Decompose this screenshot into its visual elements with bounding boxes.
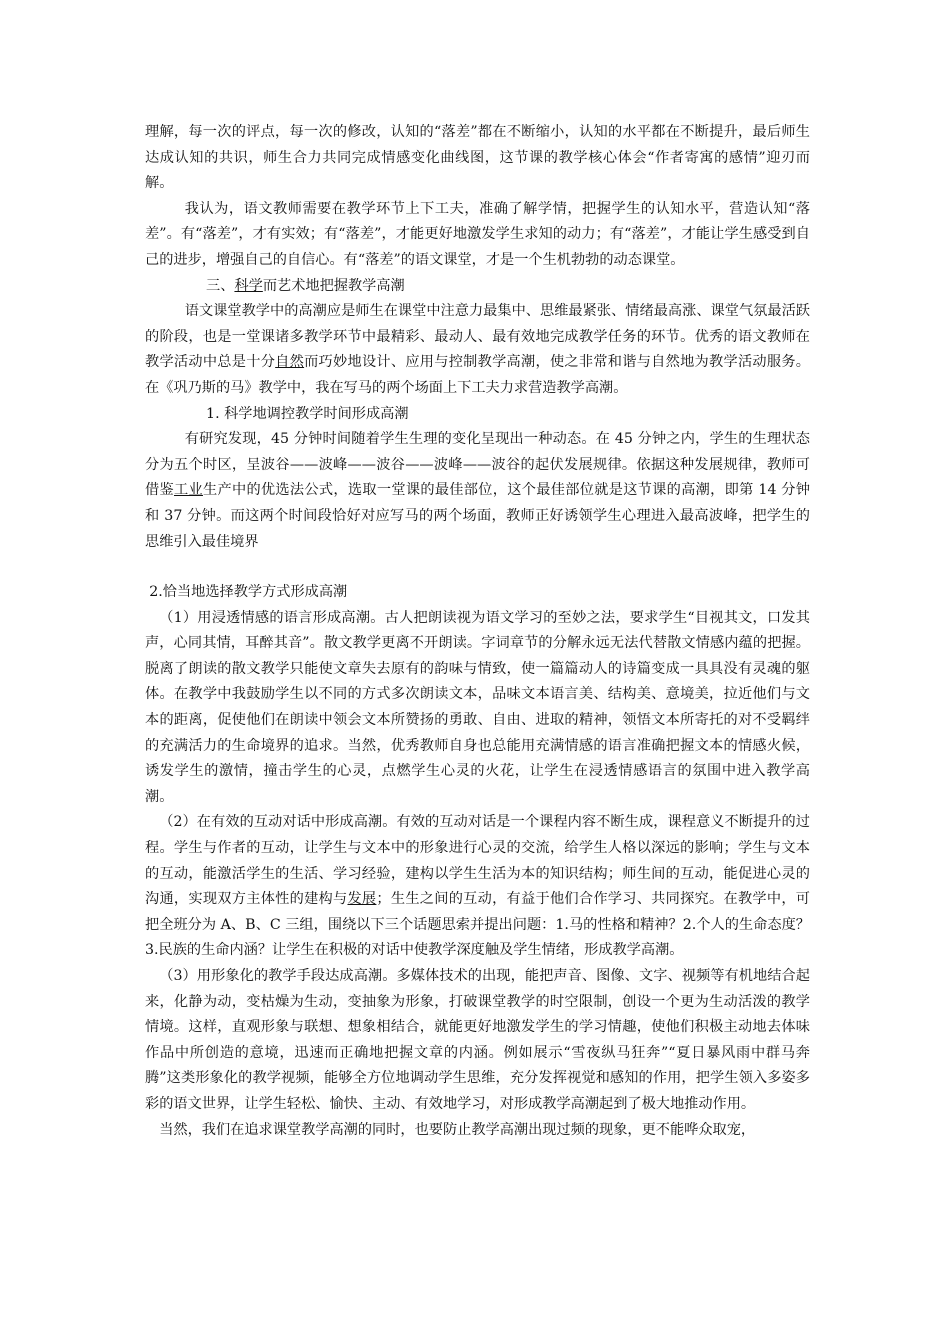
text-run: 而巧妙地设计、应用与控制教学高潮，使之非常和谐与自然地为教学活动服务。在《巩乃斯的马》教学中，我在写马的两个场面上下工夫力求营造教学高潮。 <box>145 354 810 396</box>
paragraph <box>145 964 810 1118</box>
paragraph <box>145 197 810 274</box>
text-run: （3）用形象化的教学手段达成高潮。多媒体技术的出现，能把声音、图像、文字、视频等有机地结合起来，化静为动，变枯燥为生动，变抽象为形象，打破课堂教学的时空限制，创设一个更为生动活泼的教学情境。这样，直观形象与联想、想象相结合，就能更好地激发学生的学习情趣，使他们积极主动地去体味作品中所创造的意境，迅速而正确地把握文章的内涵。例如展示“雪夜纵马狂奔”“夏日暴风雨中群马奔腾”这类形象化的教学视频，能够全方位地调动学生思维，充分发挥视觉和感知的作用，把学生领入多姿多彩的语文世界，让学生轻松、愉快、主动、有效地学习，对形成教学高潮起到了极大地推动作用。 <box>145 968 810 1112</box>
text-run: （2）在有效的互动对话中形成高潮。有效的互动对话是一个课程内容不断生成，课程意义不断提升的过程。学生与作者的互动，让学生与文本中的形象进行心灵的交流，给学生人格以深远的影响；学生与文本的互动，能激活学生的生活、学习经验，建构以学生生活为本的知识结构；师生间的互动，能促进心灵的沟通，实现双方主体性的建构与 <box>145 814 810 908</box>
text-run: 生产中的优选法公式，选取一堂课的最佳部位，这个最佳部位就是这节课的高潮，即第 14 分钟和 37 分钟。而这两个时间段恰好对应写马的两个场面，教师正好诱领学生心理进入最高波峰，把学生的思维引入最佳境界 <box>145 482 810 550</box>
text-run: 有研究发现，45 分钟时间随着学生生理的变化呈现出一种动态。在 45 分钟之内，学生的生理状态分为五个时区，呈波谷——波峰——波谷——波峰——波谷的起伏发展规律。依据这种发展规律，教师可借鉴 <box>145 431 810 499</box>
text-run: 2.恰当地选择教学方式形成高潮 <box>149 584 348 601</box>
text-run: （1）用浸透情感的语言形成高潮。古人把朗读视为语文学习的至妙之法，要求学生“目视其文，口发其声，心同其情，耳醉其音”。散文教学更离不开朗读。字词章节的分解永远无法代替散文情感内蕴的把握。脱离了朗读的散文教学只能使文章失去原有的韵味与情致，使一篇篇动人的诗篇变成一具具没有灵魂的躯体。在教学中我鼓励学生以不同的方式多次朗读文本，品味文本语言美、结构美、意境美，拉近他们与文本的距离，促使他们在朗读中领会文本所赞扬的勇敢、自由、进取的精神，领悟文本所寄托的对不受羁绊的充满活力的生命境界的追求。当然，优秀教师自身也总能用充满情感的语言准确把握文本的情感火候，诱发学生的激情，撞击学生的心灵，点燃学生心灵的火花，让学生在浸透情感语言的氛围中进入教学高潮。 <box>145 609 810 805</box>
paragraph <box>145 810 810 964</box>
text-run: 我认为，语文教师需要在教学环节上下工夫，准确了解学情，把握学生的认知水平，营造认知“落差”。有“落差”，才有实效；有“落差”，才能更好地激发学生求知的动力；有“落差”，才能让学生感受到自己的进步，增强自己的自信心。有“落差”的语文课堂，才是一个生机勃勃的动态课堂。 <box>145 200 810 268</box>
text-run: ；生生之间的互动，有益于他们合作学习、共同探究。在教学中，可把全班分为 A、B、C 三组，围绕以下三个话题思索并提出问题：1.马的性格和精神？2.个人的生命态度？3.民族的生命内涵？让学生在积极的对话中使教学深度触及学生情绪，形成教学高潮。 <box>145 891 810 959</box>
paragraph <box>145 606 810 811</box>
section-heading <box>145 402 810 428</box>
text-run: 而艺术地把握教学高潮 <box>262 277 405 294</box>
text-run: 语文课堂教学中的高潮应是师生在课堂中注意力最集中、思维最紧张、情绪最高涨、课堂气氛最活跃的阶段，也是一堂课诸多教学环节中最精彩、最动人、最有效地完成教学任务的环节。优秀的语文教师在教学活动中总是十分 <box>145 303 810 371</box>
hyperlink-term[interactable]: 自然 <box>275 354 305 371</box>
paragraph <box>145 1118 810 1144</box>
hyperlink-term[interactable]: 发展 <box>347 891 377 908</box>
text-run: 当然，我们在追求课堂教学高潮的同时，也要防止教学高潮出现过频的现象，更不能哗众取宠， <box>159 1121 756 1138</box>
paragraph <box>145 299 810 401</box>
text-run: 三、 <box>206 277 235 294</box>
paragraph-gap <box>145 555 810 580</box>
hyperlink-term[interactable]: 工业 <box>173 482 203 499</box>
section-heading <box>145 274 810 300</box>
paragraph <box>145 120 810 197</box>
paragraph <box>145 427 810 555</box>
text-run: 1. 科学地调控教学时间形成高潮 <box>206 405 409 422</box>
document-body <box>145 120 810 1143</box>
hyperlink-term[interactable]: 科学 <box>234 277 263 294</box>
text-run: 理解，每一次的评点，每一次的修改，认知的“落差”都在不断缩小，认知的水平都在不断提升，最后师生达成认知的共识，师生合力共同完成情感变化曲线图，这节课的教学核心体会“作者寄寓的感情”迎刃而解。 <box>145 124 810 192</box>
section-heading <box>145 580 810 606</box>
